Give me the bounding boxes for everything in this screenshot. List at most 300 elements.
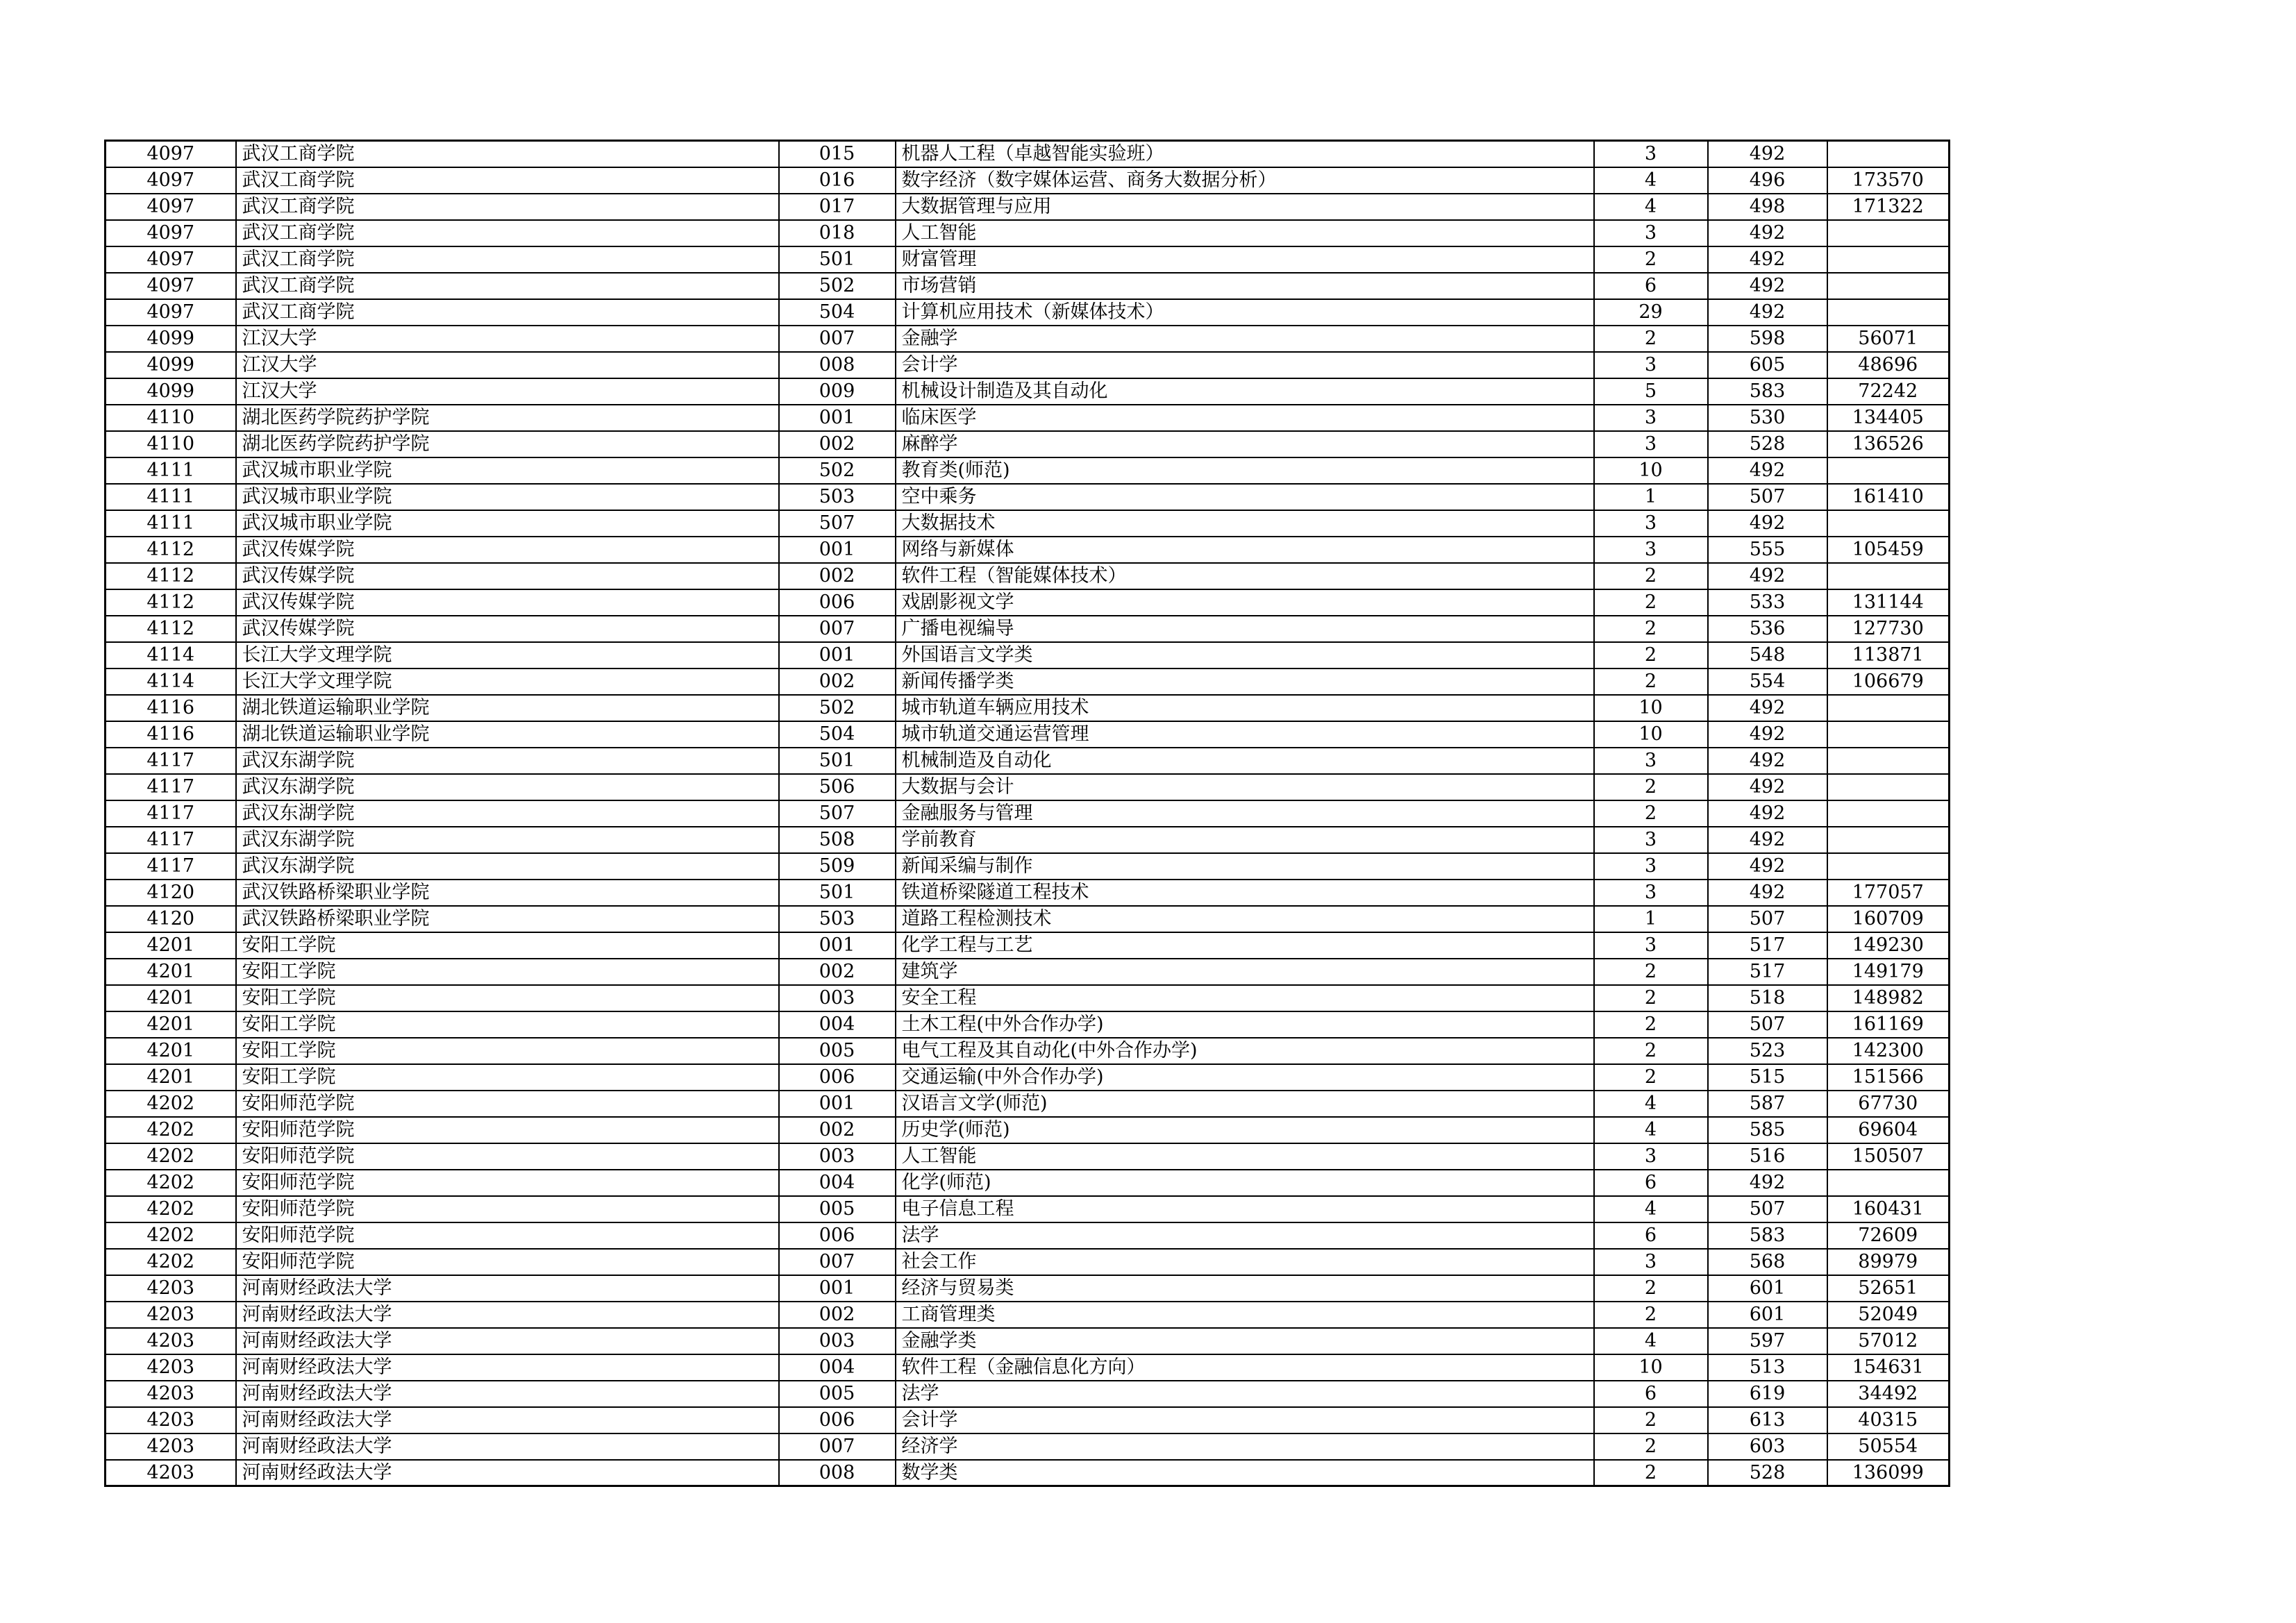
major-name-cell: 金融学类 (896, 1328, 1594, 1354)
major-name-cell: 机械制造及自动化 (896, 748, 1594, 774)
min-score-cell: 523 (1708, 1038, 1827, 1064)
min-score-cell: 492 (1708, 827, 1827, 853)
rank-cell (1827, 827, 1950, 853)
school-name-cell: 安阳师范学院 (236, 1196, 779, 1222)
table-row (106, 985, 1950, 1011)
plan-count-cell: 4 (1594, 1091, 1708, 1117)
rank-cell: 69604 (1827, 1117, 1950, 1143)
school-code-cell: 4111 (106, 510, 236, 537)
plan-count-cell: 2 (1594, 1011, 1708, 1038)
rank-cell (1827, 273, 1950, 299)
plan-count-cell: 3 (1594, 748, 1708, 774)
plan-count-cell: 2 (1594, 326, 1708, 352)
min-score-cell: 507 (1708, 1011, 1827, 1038)
min-score-cell: 598 (1708, 326, 1827, 352)
major-name-cell: 法学 (896, 1381, 1594, 1407)
plan-count-cell: 2 (1594, 642, 1708, 668)
rank-cell (1827, 563, 1950, 589)
table-row (106, 537, 1950, 563)
school-name-cell: 武汉东湖学院 (236, 774, 779, 800)
table-row (106, 1143, 1950, 1170)
major-code-cell: 002 (779, 959, 896, 985)
min-score-cell: 507 (1708, 1196, 1827, 1222)
table-row (106, 827, 1950, 853)
school-code-cell: 4117 (106, 827, 236, 853)
school-code-cell: 4117 (106, 800, 236, 827)
major-code-cell: 001 (779, 537, 896, 563)
rank-cell: 177057 (1827, 880, 1950, 906)
plan-count-cell: 3 (1594, 932, 1708, 959)
plan-count-cell: 2 (1594, 959, 1708, 985)
plan-count-cell: 4 (1594, 167, 1708, 194)
plan-count-cell: 2 (1594, 1064, 1708, 1091)
plan-count-cell: 3 (1594, 405, 1708, 431)
school-code-cell: 4110 (106, 405, 236, 431)
school-code-cell: 4203 (106, 1407, 236, 1433)
major-name-cell: 交通运输(中外合作办学) (896, 1064, 1594, 1091)
major-code-cell: 018 (779, 220, 896, 246)
min-score-cell: 613 (1708, 1407, 1827, 1433)
table-row (106, 1407, 1950, 1433)
school-name-cell: 武汉传媒学院 (236, 537, 779, 563)
min-score-cell: 492 (1708, 695, 1827, 721)
table-row (106, 563, 1950, 589)
plan-count-cell: 2 (1594, 1407, 1708, 1433)
plan-count-cell: 6 (1594, 273, 1708, 299)
rank-cell (1827, 299, 1950, 326)
major-code-cell: 007 (779, 616, 896, 642)
major-name-cell: 电气工程及其自动化(中外合作办学) (896, 1038, 1594, 1064)
plan-count-cell: 4 (1594, 1196, 1708, 1222)
table-row (106, 932, 1950, 959)
school-code-cell: 4111 (106, 484, 236, 510)
major-code-cell: 002 (779, 668, 896, 695)
major-code-cell: 002 (779, 431, 896, 457)
school-code-cell: 4111 (106, 457, 236, 484)
school-code-cell: 4112 (106, 563, 236, 589)
school-code-cell: 4201 (106, 1038, 236, 1064)
major-code-cell: 001 (779, 1275, 896, 1302)
table-row (106, 1091, 1950, 1117)
table-row (106, 642, 1950, 668)
table-row (106, 1196, 1950, 1222)
rank-cell: 148982 (1827, 985, 1950, 1011)
major-name-cell: 金融服务与管理 (896, 800, 1594, 827)
major-name-cell: 临床医学 (896, 405, 1594, 431)
plan-count-cell: 10 (1594, 695, 1708, 721)
school-name-cell: 安阳工学院 (236, 985, 779, 1011)
school-name-cell: 长江大学文理学院 (236, 642, 779, 668)
table-row (106, 721, 1950, 748)
school-code-cell: 4201 (106, 932, 236, 959)
rank-cell: 105459 (1827, 537, 1950, 563)
admission-table (104, 140, 1950, 1487)
major-name-cell: 安全工程 (896, 985, 1594, 1011)
school-name-cell: 河南财经政法大学 (236, 1433, 779, 1460)
table-row (106, 326, 1950, 352)
school-name-cell: 武汉东湖学院 (236, 748, 779, 774)
rank-cell: 136099 (1827, 1460, 1950, 1486)
table-row (106, 1117, 1950, 1143)
school-code-cell: 4097 (106, 246, 236, 273)
table-row (106, 457, 1950, 484)
rank-cell: 72609 (1827, 1222, 1950, 1249)
school-code-cell: 4112 (106, 537, 236, 563)
plan-count-cell: 2 (1594, 668, 1708, 695)
plan-count-cell: 3 (1594, 510, 1708, 537)
school-name-cell: 武汉传媒学院 (236, 589, 779, 616)
major-name-cell: 建筑学 (896, 959, 1594, 985)
plan-count-cell: 2 (1594, 1460, 1708, 1486)
school-code-cell: 4203 (106, 1381, 236, 1407)
major-name-cell: 软件工程（智能媒体技术） (896, 563, 1594, 589)
table-row (106, 1011, 1950, 1038)
school-code-cell: 4117 (106, 774, 236, 800)
min-score-cell: 517 (1708, 959, 1827, 985)
major-name-cell: 城市轨道车辆应用技术 (896, 695, 1594, 721)
plan-count-cell: 2 (1594, 1433, 1708, 1460)
major-name-cell: 大数据与会计 (896, 774, 1594, 800)
major-name-cell: 计算机应用技术（新媒体技术） (896, 299, 1594, 326)
min-score-cell: 492 (1708, 800, 1827, 827)
school-name-cell: 河南财经政法大学 (236, 1354, 779, 1381)
school-name-cell: 武汉工商学院 (236, 220, 779, 246)
major-name-cell: 人工智能 (896, 220, 1594, 246)
major-code-cell: 007 (779, 1433, 896, 1460)
school-name-cell: 武汉东湖学院 (236, 800, 779, 827)
school-code-cell: 4203 (106, 1354, 236, 1381)
major-name-cell: 金融学 (896, 326, 1594, 352)
major-code-cell: 506 (779, 774, 896, 800)
school-code-cell: 4202 (106, 1170, 236, 1196)
table-row (106, 1354, 1950, 1381)
school-name-cell: 河南财经政法大学 (236, 1328, 779, 1354)
table-row (106, 906, 1950, 932)
major-code-cell: 008 (779, 352, 896, 378)
major-name-cell: 软件工程（金融信息化方向） (896, 1354, 1594, 1381)
plan-count-cell: 2 (1594, 800, 1708, 827)
major-name-cell: 外国语言文学类 (896, 642, 1594, 668)
rank-cell (1827, 141, 1950, 167)
min-score-cell: 548 (1708, 642, 1827, 668)
rank-cell: 52651 (1827, 1275, 1950, 1302)
rank-cell: 161410 (1827, 484, 1950, 510)
school-code-cell: 4203 (106, 1275, 236, 1302)
rank-cell: 127730 (1827, 616, 1950, 642)
school-code-cell: 4110 (106, 431, 236, 457)
school-code-cell: 4203 (106, 1302, 236, 1328)
table-row (106, 1381, 1950, 1407)
table-row (106, 800, 1950, 827)
school-code-cell: 4117 (106, 748, 236, 774)
min-score-cell: 619 (1708, 1381, 1827, 1407)
major-code-cell: 501 (779, 748, 896, 774)
major-name-cell: 财富管理 (896, 246, 1594, 273)
school-name-cell: 武汉城市职业学院 (236, 510, 779, 537)
plan-count-cell: 2 (1594, 1038, 1708, 1064)
table-row (106, 1433, 1950, 1460)
major-code-cell: 004 (779, 1354, 896, 1381)
plan-count-cell: 3 (1594, 827, 1708, 853)
table-row (106, 1222, 1950, 1249)
table-row (106, 1275, 1950, 1302)
table-row (106, 589, 1950, 616)
rank-cell: 34492 (1827, 1381, 1950, 1407)
school-name-cell: 河南财经政法大学 (236, 1275, 779, 1302)
min-score-cell: 516 (1708, 1143, 1827, 1170)
major-name-cell: 大数据技术 (896, 510, 1594, 537)
rank-cell: 106679 (1827, 668, 1950, 695)
min-score-cell: 492 (1708, 853, 1827, 880)
school-name-cell: 安阳师范学院 (236, 1091, 779, 1117)
school-name-cell: 河南财经政法大学 (236, 1407, 779, 1433)
school-name-cell: 武汉工商学院 (236, 299, 779, 326)
major-name-cell: 新闻采编与制作 (896, 853, 1594, 880)
rank-cell: 142300 (1827, 1038, 1950, 1064)
major-code-cell: 507 (779, 800, 896, 827)
table-row (106, 299, 1950, 326)
school-code-cell: 4203 (106, 1328, 236, 1354)
school-name-cell: 安阳师范学院 (236, 1143, 779, 1170)
major-name-cell: 城市轨道交通运营管理 (896, 721, 1594, 748)
rank-cell: 154631 (1827, 1354, 1950, 1381)
min-score-cell: 603 (1708, 1433, 1827, 1460)
plan-count-cell: 6 (1594, 1222, 1708, 1249)
rank-cell: 161169 (1827, 1011, 1950, 1038)
rank-cell: 50554 (1827, 1433, 1950, 1460)
table-row (106, 141, 1950, 167)
table-row (106, 431, 1950, 457)
rank-cell (1827, 457, 1950, 484)
major-name-cell: 化学工程与工艺 (896, 932, 1594, 959)
school-code-cell: 4112 (106, 616, 236, 642)
school-code-cell: 4201 (106, 1011, 236, 1038)
rank-cell: 56071 (1827, 326, 1950, 352)
major-code-cell: 005 (779, 1038, 896, 1064)
min-score-cell: 528 (1708, 431, 1827, 457)
major-code-cell: 509 (779, 853, 896, 880)
rank-cell: 149179 (1827, 959, 1950, 985)
school-name-cell: 湖北铁道运输职业学院 (236, 695, 779, 721)
plan-count-cell: 2 (1594, 774, 1708, 800)
major-name-cell: 学前教育 (896, 827, 1594, 853)
major-code-cell: 503 (779, 484, 896, 510)
school-code-cell: 4097 (106, 299, 236, 326)
table-row (106, 1302, 1950, 1328)
school-code-cell: 4099 (106, 326, 236, 352)
table-row (106, 695, 1950, 721)
major-name-cell: 会计学 (896, 1407, 1594, 1433)
table-row (106, 273, 1950, 299)
min-score-cell: 583 (1708, 1222, 1827, 1249)
min-score-cell: 597 (1708, 1328, 1827, 1354)
plan-count-cell: 1 (1594, 906, 1708, 932)
rank-cell: 52049 (1827, 1302, 1950, 1328)
rank-cell: 113871 (1827, 642, 1950, 668)
school-name-cell: 江汉大学 (236, 378, 779, 405)
major-name-cell: 网络与新媒体 (896, 537, 1594, 563)
major-code-cell: 007 (779, 326, 896, 352)
major-code-cell: 003 (779, 985, 896, 1011)
school-name-cell: 武汉城市职业学院 (236, 457, 779, 484)
min-score-cell: 492 (1708, 774, 1827, 800)
plan-count-cell: 2 (1594, 246, 1708, 273)
rank-cell (1827, 774, 1950, 800)
school-name-cell: 安阳工学院 (236, 1038, 779, 1064)
major-code-cell: 004 (779, 1170, 896, 1196)
rank-cell: 48696 (1827, 352, 1950, 378)
school-name-cell: 江汉大学 (236, 326, 779, 352)
school-code-cell: 4097 (106, 194, 236, 220)
rank-cell: 171322 (1827, 194, 1950, 220)
school-name-cell: 安阳工学院 (236, 959, 779, 985)
table-row (106, 167, 1950, 194)
min-score-cell: 513 (1708, 1354, 1827, 1381)
plan-count-cell: 5 (1594, 378, 1708, 405)
min-score-cell: 492 (1708, 273, 1827, 299)
school-name-cell: 武汉东湖学院 (236, 853, 779, 880)
plan-count-cell: 1 (1594, 484, 1708, 510)
min-score-cell: 536 (1708, 616, 1827, 642)
major-code-cell: 004 (779, 1011, 896, 1038)
min-score-cell: 492 (1708, 721, 1827, 748)
school-name-cell: 武汉工商学院 (236, 246, 779, 273)
school-code-cell: 4116 (106, 721, 236, 748)
major-code-cell: 507 (779, 510, 896, 537)
major-code-cell: 007 (779, 1249, 896, 1275)
major-name-cell: 电子信息工程 (896, 1196, 1594, 1222)
major-name-cell: 历史学(师范) (896, 1117, 1594, 1143)
rank-cell (1827, 800, 1950, 827)
table-row (106, 1170, 1950, 1196)
major-code-cell: 002 (779, 1117, 896, 1143)
rank-cell (1827, 853, 1950, 880)
school-code-cell: 4116 (106, 695, 236, 721)
table-row (106, 1249, 1950, 1275)
rank-cell (1827, 246, 1950, 273)
school-name-cell: 河南财经政法大学 (236, 1381, 779, 1407)
major-name-cell: 市场营销 (896, 273, 1594, 299)
school-name-cell: 湖北医药学院药护学院 (236, 431, 779, 457)
table-row (106, 774, 1950, 800)
table-row (106, 484, 1950, 510)
major-code-cell: 002 (779, 563, 896, 589)
major-code-cell: 504 (779, 721, 896, 748)
plan-count-cell: 3 (1594, 431, 1708, 457)
major-name-cell: 法学 (896, 1222, 1594, 1249)
school-name-cell: 武汉东湖学院 (236, 827, 779, 853)
table-row (106, 880, 1950, 906)
table-row (106, 668, 1950, 695)
major-code-cell: 501 (779, 880, 896, 906)
school-code-cell: 4097 (106, 167, 236, 194)
school-name-cell: 安阳工学院 (236, 1011, 779, 1038)
major-name-cell: 会计学 (896, 352, 1594, 378)
major-code-cell: 017 (779, 194, 896, 220)
major-code-cell: 003 (779, 1143, 896, 1170)
min-score-cell: 528 (1708, 1460, 1827, 1486)
rank-cell (1827, 220, 1950, 246)
min-score-cell: 498 (1708, 194, 1827, 220)
major-code-cell: 016 (779, 167, 896, 194)
school-code-cell: 4117 (106, 853, 236, 880)
min-score-cell: 554 (1708, 668, 1827, 695)
school-name-cell: 武汉工商学院 (236, 167, 779, 194)
min-score-cell: 492 (1708, 1170, 1827, 1196)
school-code-cell: 4202 (106, 1143, 236, 1170)
plan-count-cell: 3 (1594, 537, 1708, 563)
major-code-cell: 009 (779, 378, 896, 405)
min-score-cell: 601 (1708, 1275, 1827, 1302)
min-score-cell: 492 (1708, 563, 1827, 589)
major-name-cell: 教育类(师范) (896, 457, 1594, 484)
plan-count-cell: 6 (1594, 1170, 1708, 1196)
min-score-cell: 492 (1708, 880, 1827, 906)
min-score-cell: 587 (1708, 1091, 1827, 1117)
rank-cell: 72242 (1827, 378, 1950, 405)
school-name-cell: 安阳工学院 (236, 932, 779, 959)
min-score-cell: 585 (1708, 1117, 1827, 1143)
table-row (106, 405, 1950, 431)
rank-cell: 173570 (1827, 167, 1950, 194)
major-name-cell: 广播电视编导 (896, 616, 1594, 642)
school-name-cell: 河南财经政法大学 (236, 1302, 779, 1328)
rank-cell: 89979 (1827, 1249, 1950, 1275)
school-code-cell: 4202 (106, 1222, 236, 1249)
plan-count-cell: 2 (1594, 1302, 1708, 1328)
school-name-cell: 武汉铁路桥梁职业学院 (236, 880, 779, 906)
school-name-cell: 武汉传媒学院 (236, 616, 779, 642)
school-code-cell: 4114 (106, 642, 236, 668)
school-name-cell: 武汉城市职业学院 (236, 484, 779, 510)
major-code-cell: 005 (779, 1381, 896, 1407)
table-row (106, 194, 1950, 220)
major-name-cell: 道路工程检测技术 (896, 906, 1594, 932)
school-code-cell: 4097 (106, 273, 236, 299)
school-name-cell: 江汉大学 (236, 352, 779, 378)
major-code-cell: 006 (779, 589, 896, 616)
school-code-cell: 4112 (106, 589, 236, 616)
rank-cell: 131144 (1827, 589, 1950, 616)
major-code-cell: 006 (779, 1407, 896, 1433)
major-name-cell: 铁道桥梁隧道工程技术 (896, 880, 1594, 906)
min-score-cell: 492 (1708, 220, 1827, 246)
table-row (106, 616, 1950, 642)
major-name-cell: 工商管理类 (896, 1302, 1594, 1328)
school-name-cell: 河南财经政法大学 (236, 1460, 779, 1486)
major-name-cell: 社会工作 (896, 1249, 1594, 1275)
major-code-cell: 502 (779, 695, 896, 721)
major-name-cell: 人工智能 (896, 1143, 1594, 1170)
min-score-cell: 533 (1708, 589, 1827, 616)
major-code-cell: 005 (779, 1196, 896, 1222)
rank-cell: 67730 (1827, 1091, 1950, 1117)
table-row (106, 853, 1950, 880)
plan-count-cell: 2 (1594, 1275, 1708, 1302)
rank-cell (1827, 510, 1950, 537)
plan-count-cell: 4 (1594, 194, 1708, 220)
major-code-cell: 001 (779, 405, 896, 431)
major-code-cell: 015 (779, 141, 896, 167)
major-name-cell: 数学类 (896, 1460, 1594, 1486)
min-score-cell: 601 (1708, 1302, 1827, 1328)
min-score-cell: 492 (1708, 457, 1827, 484)
major-code-cell: 003 (779, 1328, 896, 1354)
min-score-cell: 517 (1708, 932, 1827, 959)
rank-cell: 149230 (1827, 932, 1950, 959)
min-score-cell: 555 (1708, 537, 1827, 563)
school-code-cell: 4203 (106, 1460, 236, 1486)
